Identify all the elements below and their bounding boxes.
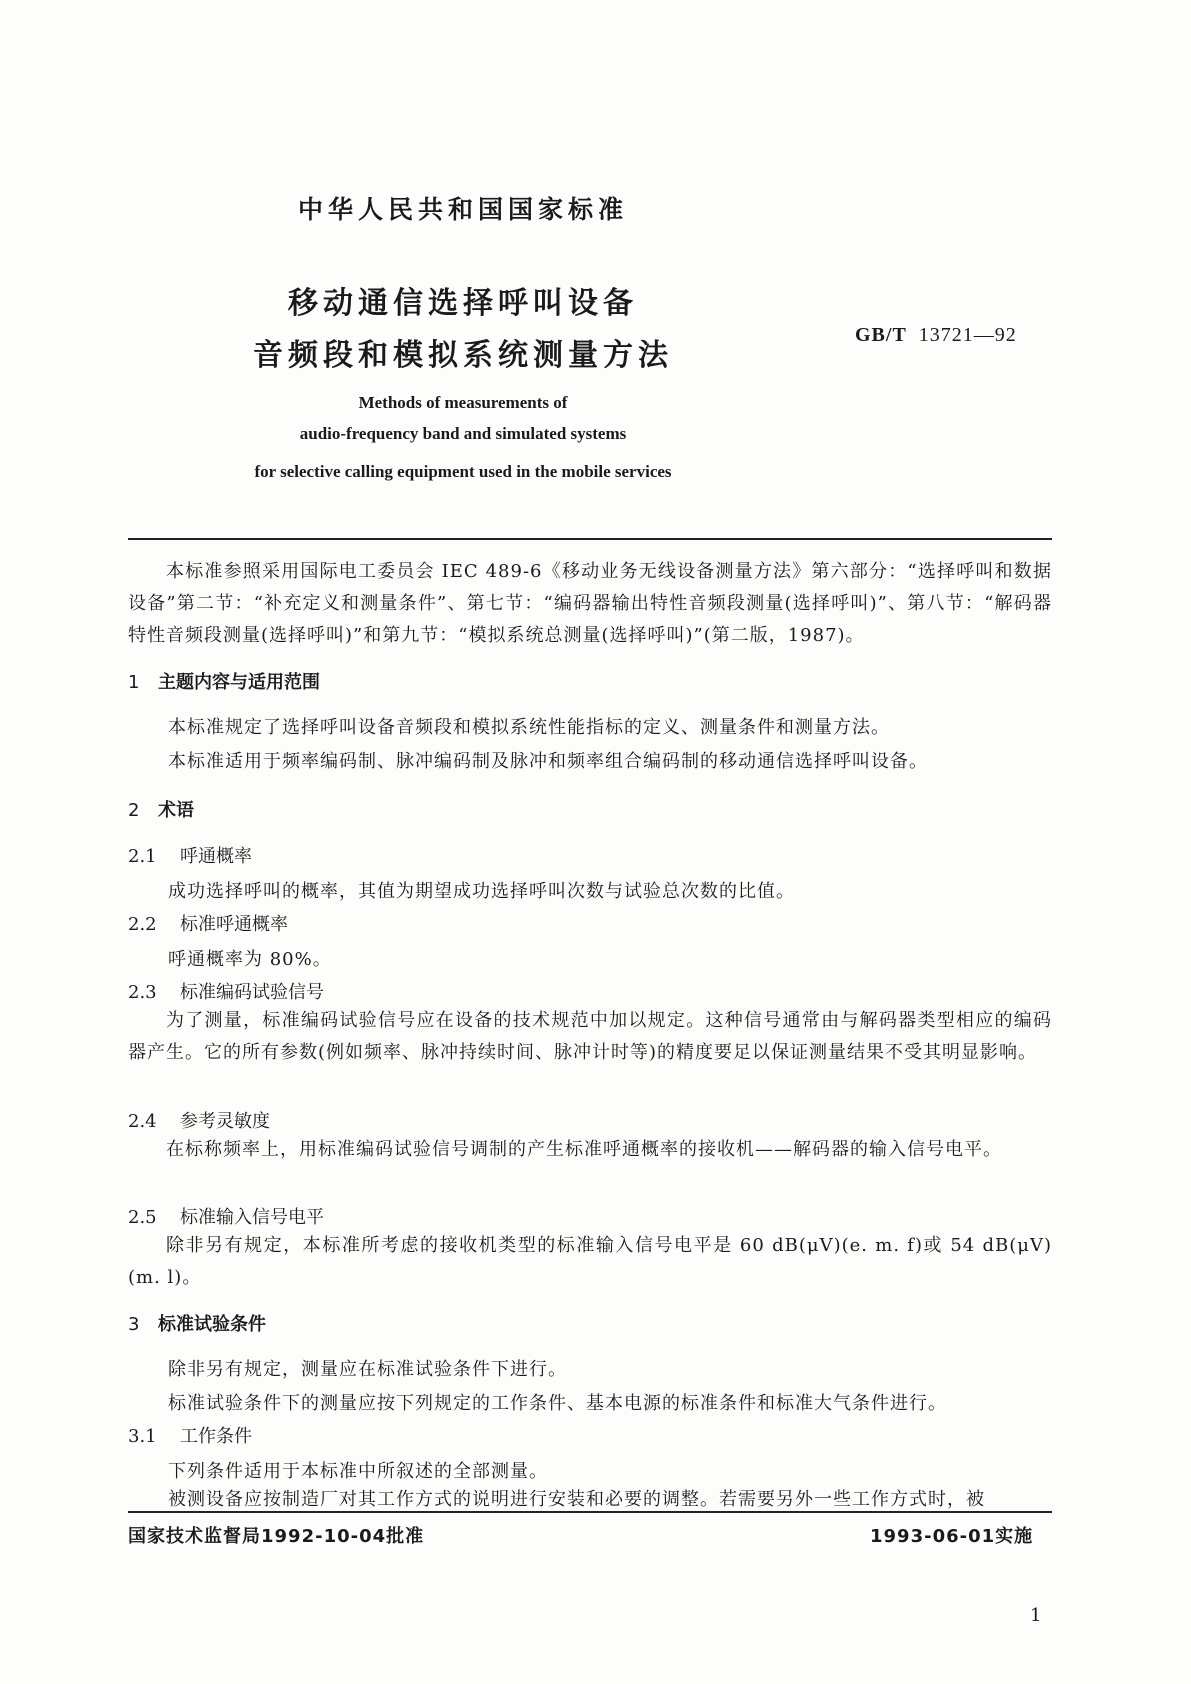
section-3-para-2: 标准试验条件下的测量应按下列规定的工作条件、基本电源的标准条件和标准大气条件进行。 bbox=[168, 1393, 947, 1414]
subsection-2-4-heading bbox=[128, 1107, 270, 1133]
subsection-2-3-heading bbox=[128, 978, 324, 1004]
country-standard-heading: 中华人民共和国国家标准 bbox=[297, 195, 628, 224]
subsection-2-3-text: 为了测量，标准编码试验信号应在设备的技术规范中加以规定。这种信号通常由与解码器类型相应的编码器产生。它的所有参数(例如频率、脉冲持续时间、脉冲计时等)的精度要足以保证测量结果不受其明显影响。 bbox=[128, 1010, 1052, 1063]
section-1-heading bbox=[128, 668, 320, 694]
section-1-number: 1 bbox=[128, 672, 140, 693]
section-1-title: 主题内容与适用范围 bbox=[158, 672, 320, 693]
section-3-para-1: 除非另有规定，测量应在标准试验条件下进行。 bbox=[168, 1359, 567, 1380]
effective-date: 1993-06-01实施 bbox=[870, 1526, 1034, 1547]
section-2-title: 术语 bbox=[158, 800, 194, 821]
section-1-para-2: 本标准适用于频率编码制、脉冲编码制及脉冲和频率组合编码制的移动通信选择呼叫设备。 bbox=[168, 751, 928, 772]
section-2-heading bbox=[128, 796, 194, 822]
subsection-2-2-text: 呼通概率为 80%。 bbox=[168, 949, 332, 970]
title-cn-line2: 音频段和模拟系统测量方法 bbox=[253, 338, 673, 373]
subsection-3-1-line-1: 下列条件适用于本标准中所叙述的全部测量。 bbox=[168, 1461, 548, 1482]
section-3-number: 3 bbox=[128, 1314, 140, 1335]
subsection-3-1-heading bbox=[128, 1422, 252, 1448]
section-1-para-1: 本标准规定了选择呼叫设备音频段和模拟系统性能指标的定义、测量条件和测量方法。 bbox=[168, 717, 890, 738]
subsection-2-4-text: 在标称频率上，用标准编码试验信号调制的产生标准呼通概率的接收机——解码器的输入信号电平。 bbox=[166, 1139, 1002, 1160]
title-en-line3: for selective calling equipment used in the mobile services bbox=[254, 462, 672, 481]
standard-code-prefix: GB/T bbox=[855, 324, 907, 346]
subsection-3-1-number: 3.1 bbox=[128, 1426, 157, 1447]
subsection-2-2-number: 2.2 bbox=[128, 914, 157, 935]
subsection-2-2-heading bbox=[128, 910, 288, 936]
intro-paragraph: 本标准参照采用国际电工委员会 IEC 489-6《移动业务无线设备测量方法》第六部分：“选择呼叫和数据设备”第二节：“补充定义和测量条件”、第七节：“编码器输出特性音频段测量(选择呼叫)”、第八节：“解码器特性音频段测量(选择呼叫)”和第九节：“模拟系统总测量(选择呼叫)”(第二版，1987)。 bbox=[128, 561, 1052, 646]
title-en-line2: audio-frequency band and simulated systems bbox=[299, 424, 627, 443]
section-2-number: 2 bbox=[128, 800, 140, 821]
standard-code bbox=[855, 324, 1017, 347]
title-en-line1: Methods of measurements of bbox=[358, 393, 568, 412]
subsection-2-4-title: 参考灵敏度 bbox=[180, 1111, 270, 1132]
header-divider bbox=[128, 538, 1052, 540]
subsection-2-5-title: 标准输入信号电平 bbox=[180, 1207, 324, 1228]
subsection-2-1-text: 成功选择呼叫的概率，其值为期望成功选择呼叫次数与试验总次数的比值。 bbox=[168, 881, 795, 902]
subsection-2-4-number: 2.4 bbox=[128, 1111, 157, 1132]
title-cn-line1: 移动通信选择呼叫设备 bbox=[288, 286, 638, 321]
subsection-2-5-number: 2.5 bbox=[128, 1207, 157, 1228]
subsection-2-5-text: 除非另有规定，本标准所考虑的接收机类型的标准输入信号电平是 60 dB(μV)(e. m. f)或 54 dB(μV)(m. l)。 bbox=[128, 1235, 1052, 1288]
subsection-2-1-heading bbox=[128, 842, 252, 868]
subsection-3-1-title: 工作条件 bbox=[180, 1426, 252, 1447]
footer-divider bbox=[128, 1511, 1052, 1513]
section-3-heading bbox=[128, 1310, 266, 1336]
standard-code-number: 13721—92 bbox=[918, 324, 1017, 346]
section-3-title: 标准试验条件 bbox=[158, 1314, 266, 1335]
subsection-2-1-number: 2.1 bbox=[128, 846, 157, 867]
subsection-2-1-title: 呼通概率 bbox=[180, 846, 252, 867]
subsection-3-1-line-2: 被测设备应按制造厂对其工作方式的说明进行安装和必要的调整。若需要另外一些工作方式时，被 bbox=[168, 1489, 985, 1510]
approval-date: 国家技术监督局1992-10-04批准 bbox=[128, 1526, 425, 1547]
subsection-2-5-heading bbox=[128, 1203, 324, 1229]
subsection-2-3-number: 2.3 bbox=[128, 982, 157, 1003]
subsection-2-3-title: 标准编码试验信号 bbox=[180, 982, 324, 1003]
page-number: 1 bbox=[1030, 1605, 1042, 1626]
subsection-2-2-title: 标准呼通概率 bbox=[180, 914, 288, 935]
